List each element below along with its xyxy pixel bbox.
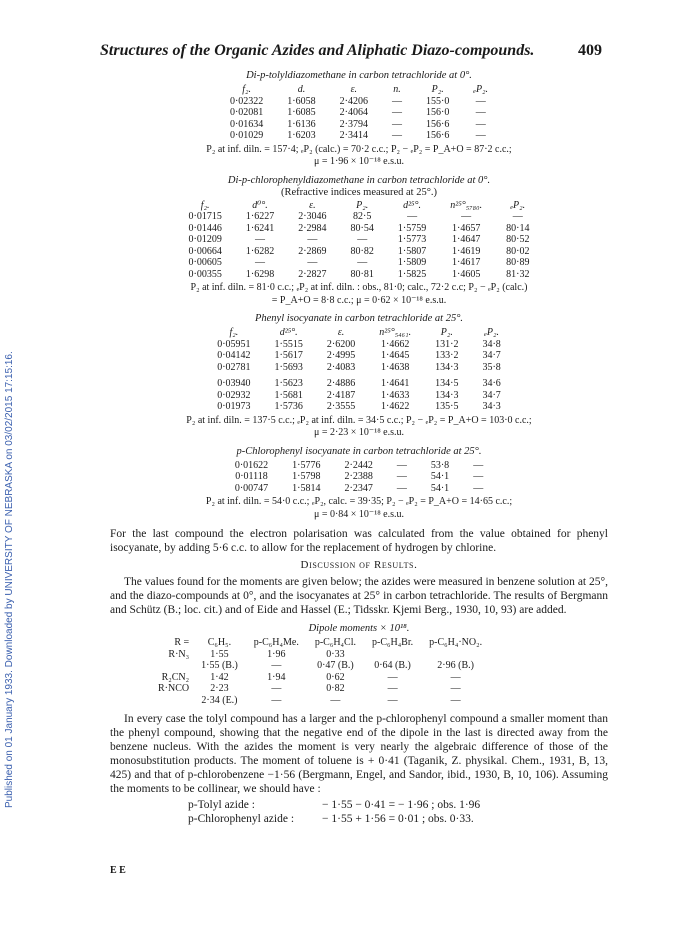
table-cell: 0·47 (B.) xyxy=(317,660,354,671)
table-cell: — xyxy=(357,234,368,245)
table-row xyxy=(150,660,490,672)
table1-header: P₂. xyxy=(431,84,444,95)
calculation-label: p-Chlorophenyl azide : xyxy=(188,813,295,825)
table4-result-line1: P₂ at inf. diln. = 54·0 c.c.; ₑP₂, calc. = 39·35; P₂ − ₑP₂ = P_A+O = 14·65 c.c.; xyxy=(205,496,513,507)
table-cell: R₂CN₂ xyxy=(161,671,190,683)
dipole-header: p-C₆H₄Me. xyxy=(253,637,299,648)
running-title: Structures of the Organic Azides and Aliphatic Diazo-compounds. xyxy=(100,42,535,59)
table-cell: 1·4622 xyxy=(380,401,410,412)
running-header xyxy=(100,42,602,60)
table-cell: 1·6136 xyxy=(287,118,316,130)
table2-result-line2: = P_A+O = 8·8 c.c.; μ = 0·62 × 10⁻¹⁸ e.s.u. xyxy=(271,294,447,306)
table-row xyxy=(205,350,513,362)
table-cell xyxy=(364,649,421,661)
table4-result xyxy=(110,496,608,521)
table-cell: 82·5 xyxy=(353,211,372,222)
table-cell: — xyxy=(391,130,402,141)
table-cell: 1·4662 xyxy=(380,338,410,350)
page-body xyxy=(110,68,608,826)
table-cell: — xyxy=(396,482,407,494)
table-cell: 1·5776 xyxy=(292,459,321,471)
table-cell: — xyxy=(387,694,398,706)
table-cell: — xyxy=(475,95,486,107)
table-cell: 0·01634 xyxy=(229,118,264,130)
table-cell: 0·62 xyxy=(326,671,345,683)
table-cell: 134·3 xyxy=(435,389,459,401)
table-cell: 0·00355 xyxy=(188,268,222,280)
table-cell: 1·6282 xyxy=(245,245,275,257)
table-row xyxy=(205,373,513,390)
table2-header: f₂. xyxy=(200,199,210,211)
table4 xyxy=(223,460,495,495)
table-cell: 1·5693 xyxy=(274,361,303,373)
table-cell: — xyxy=(387,683,398,694)
table-row xyxy=(223,471,495,483)
table-cell: 2·2827 xyxy=(298,268,327,280)
table-row xyxy=(177,269,542,281)
table-cell: 0·01446 xyxy=(188,222,222,234)
table-cell: 2·2869 xyxy=(298,245,327,257)
table-cell: — xyxy=(387,671,398,683)
table-cell: — xyxy=(271,683,282,694)
table-cell: 2·96 (B.) xyxy=(437,660,474,671)
paragraph-values: The values found for the moments are given below; the azides were measured in benzene solution at 25°, and the diazo-compounds at 0°, and the isocyanates at 25° in carbon tetrachloride. The results of Bergmann and Schütz (B.; loc. cit.) and of Eide and Hassel (E.; Tidsskr. Kjemi Berg., 1930, 10, 93) are added. xyxy=(110,576,608,616)
dipole-header: p-C₆H₄·NO₂. xyxy=(429,637,483,648)
table-cell: 80·81 xyxy=(350,268,374,280)
table-cell: 1·5681 xyxy=(274,389,303,401)
table-cell: — xyxy=(475,107,486,118)
table-cell: 1·4657 xyxy=(452,222,481,234)
table-cell xyxy=(150,695,193,707)
table-row xyxy=(218,107,500,119)
table3 xyxy=(205,327,513,413)
table-cell: 0·01622 xyxy=(234,459,269,471)
table-cell: 1·94 xyxy=(267,671,286,683)
table-cell: 1·42 xyxy=(210,671,229,683)
table-cell: — xyxy=(512,211,523,222)
table-cell: — xyxy=(450,683,461,694)
table-cell: — xyxy=(330,694,341,706)
table1-caption: Di-p-tolyldiazomethane in carbon tetrachloride at 0°. xyxy=(246,70,472,81)
table-cell: 0·02322 xyxy=(229,95,264,107)
table-cell: 1·6203 xyxy=(287,130,316,141)
table2-subcaption: (Refractive indices measured at 25°.) xyxy=(280,186,438,198)
table-cell: 1·5759 xyxy=(397,222,427,234)
table2-header: ₑP₂. xyxy=(510,199,526,211)
table-row xyxy=(205,401,513,413)
table-cell: 80·52 xyxy=(506,234,530,245)
table-cell: 1·55 (B.) xyxy=(201,660,238,671)
table-cell xyxy=(150,660,193,672)
table-cell: 2·34 (E.) xyxy=(201,694,238,706)
table-cell: — xyxy=(450,694,461,706)
table-cell: — xyxy=(473,471,484,482)
table-cell: 1·4619 xyxy=(452,245,481,257)
table-cell: 2·2984 xyxy=(298,222,327,234)
table-cell: — xyxy=(271,694,282,706)
table-cell: 131·2 xyxy=(435,338,459,350)
table-cell: 2·4187 xyxy=(326,389,356,401)
table-cell: R·NCO xyxy=(158,683,190,694)
table-cell: 0·04142 xyxy=(217,350,251,361)
table-cell: 0·00747 xyxy=(234,482,269,494)
table-cell: 1·6241 xyxy=(245,222,275,234)
table-cell: 1·5515 xyxy=(274,338,303,350)
table-cell: 135·5 xyxy=(435,401,459,412)
table-cell: 1·5825 xyxy=(397,268,427,280)
table-cell: 34·6 xyxy=(482,378,501,389)
table-cell: 2·4083 xyxy=(326,361,356,373)
table-cell: 1·4605 xyxy=(452,268,481,280)
table2-header: P₂. xyxy=(356,199,369,211)
table-cell: 0·03940 xyxy=(217,378,251,389)
table-row xyxy=(177,211,542,223)
dipole-caption: Dipole moments × 10¹⁸. xyxy=(308,623,410,634)
table-cell: — xyxy=(473,459,484,471)
dipole-header: p-C₆H₄Cl. xyxy=(314,637,356,648)
table-cell: 0·01209 xyxy=(188,234,222,245)
table-cell: 1·5773 xyxy=(397,234,427,245)
table-cell: — xyxy=(475,118,486,130)
table3-result-line2: μ = 2·23 × 10⁻¹⁸ e.s.u. xyxy=(313,427,405,438)
table1-header: ε. xyxy=(350,84,358,95)
table-cell: 1·4641 xyxy=(380,378,410,389)
table1 xyxy=(218,84,500,142)
table-cell: 1·6058 xyxy=(287,95,316,107)
table1-result-line1: P₂ at inf. diln. = 157·4; ₑP₂ (calc.) = 70·2 c.c.; P₂ − ₑP₂ = P_A+O = 87·2 c.c.; xyxy=(206,143,512,155)
table-cell: 0·00605 xyxy=(188,257,222,268)
table3-caption: Phenyl isocyanate in carbon tetrachloride at 25°. xyxy=(254,313,464,324)
dipole-header: p-C₆H₄Br. xyxy=(371,637,414,648)
table-cell: 1·6227 xyxy=(245,211,275,222)
table-cell: 0·00664 xyxy=(188,245,222,257)
table-cell: 1·6085 xyxy=(287,107,316,118)
table-cell: — xyxy=(396,459,407,471)
table2 xyxy=(177,200,542,281)
table-cell: 2·3794 xyxy=(339,118,368,130)
table-cell: 2·4995 xyxy=(326,350,356,361)
table-cell: 156·6 xyxy=(425,118,450,130)
table-cell: 1·4645 xyxy=(380,350,410,361)
table1-result xyxy=(110,144,608,169)
table-cell: 155·0 xyxy=(425,95,450,107)
table-cell: 1·4633 xyxy=(380,389,410,401)
table-cell: 1·5814 xyxy=(292,482,321,494)
table-cell: 1·6298 xyxy=(245,268,275,280)
download-watermark-text: Published on 01 January 1933. Downloaded by UNIVERSITY OF NEBRASKA on 03/02/2015 17:15:16. xyxy=(4,351,15,808)
table2-header: ε. xyxy=(309,199,316,211)
table-cell: — xyxy=(396,471,407,482)
dipole-header: R = xyxy=(174,637,190,648)
table-cell: 80·14 xyxy=(506,222,530,234)
table3-header: d²⁵°. xyxy=(279,327,298,338)
table-cell: 134·3 xyxy=(435,361,459,373)
table-cell: 54·1 xyxy=(430,471,450,482)
calculation-label: p-Tolyl azide : xyxy=(188,799,255,811)
dipole-table xyxy=(150,637,490,706)
calculation-value: − 1·55 − 0·41 = − 1·96 ; obs. 1·96 xyxy=(322,799,481,811)
table-cell: — xyxy=(307,257,318,268)
table3-header: f₂. xyxy=(229,327,239,338)
table-cell: 34·7 xyxy=(482,389,501,401)
table-cell: 0·02932 xyxy=(217,389,251,401)
table-cell: 0·33 xyxy=(326,648,345,660)
table-cell: 0·82 xyxy=(326,683,345,694)
table-cell: 2·4886 xyxy=(326,378,356,389)
table-cell: 2·3046 xyxy=(298,211,327,222)
calculation-block xyxy=(188,798,608,826)
table-cell: 1·55 xyxy=(210,648,229,660)
table-cell: — xyxy=(391,95,402,107)
table-row xyxy=(177,257,542,269)
calculation-line xyxy=(188,812,608,826)
table-cell: — xyxy=(307,234,318,245)
signature-mark: E E xyxy=(110,865,126,876)
table-cell: — xyxy=(391,107,402,118)
table-row xyxy=(205,339,513,351)
section-heading: Discussion of Results. xyxy=(300,559,418,571)
paragraph-electron-polarisation: For the last compound the electron polarisation was calculated from the value obtained for phenyl isocyanate, by adding 5·6 c.c. to allow for the replacement of hydrogen by chlorine. xyxy=(110,528,608,554)
table-cell: 2·2442 xyxy=(344,459,373,471)
table-cell: — xyxy=(255,234,266,245)
table-row xyxy=(150,649,490,661)
table-cell: — xyxy=(391,118,402,130)
table2-header: d²⁵°. xyxy=(403,199,422,211)
table-cell: 0·05951 xyxy=(217,338,251,350)
table1-header: d. xyxy=(297,84,306,95)
table-cell: 1·5736 xyxy=(274,401,303,412)
table3-header: ₑP₂. xyxy=(484,327,499,338)
table-cell: 0·02781 xyxy=(217,361,251,373)
table-cell: 156·6 xyxy=(425,130,450,141)
table1-header: ₑP₂. xyxy=(473,84,489,95)
table-row xyxy=(150,672,490,684)
table2-header: n²⁵°₅₇₈₀. xyxy=(450,199,483,211)
table-cell: 1·5798 xyxy=(292,471,321,482)
table-row xyxy=(177,223,542,235)
table-row xyxy=(218,130,500,142)
table-cell: — xyxy=(461,211,472,222)
table-cell: 0·01973 xyxy=(217,401,251,412)
table-cell: 0·01029 xyxy=(229,130,264,141)
table-cell: 2·3414 xyxy=(339,130,368,141)
table1-result-line2: μ = 1·96 × 10⁻¹⁸ e.s.u. xyxy=(313,156,405,167)
table-cell: 1·5807 xyxy=(397,245,427,257)
paragraph-discussion: In every case the tolyl compound has a larger and the p-chlorophenyl compound a smaller moment than the phenyl compound, showing that the negative end of the dipole in the last is directed away from the benzene nucleus. With the azides the moment is very nearly the algebraic difference of those of the monosubstitution products. The moment of toluene is + 0·41 (Taganik, Z. physikal. Chem., 1931, B, 13, 425) and that of p-chlorobenzene −1·56 (Bergmann, Engel, and Sandor, ibid., 1930, B, 10, 106). Assuming the moments to be collinear, we should have : xyxy=(110,713,608,795)
table2-caption: Di-p-chlorophenyldiazomethane in carbon tetrachloride at 0°. xyxy=(227,174,491,186)
table-cell: 2·4206 xyxy=(339,95,368,107)
table3-result xyxy=(110,415,608,440)
table-cell xyxy=(421,649,490,661)
table-cell: 2·6200 xyxy=(326,338,356,350)
table-row xyxy=(205,390,513,402)
table-cell: 35·8 xyxy=(482,361,501,373)
table-cell: 1·5623 xyxy=(274,378,303,389)
calculation-line xyxy=(188,798,608,812)
table3-header: ε. xyxy=(337,327,345,338)
table-cell: — xyxy=(475,130,486,141)
table-cell: 1·96 xyxy=(267,648,286,660)
table-cell: 156·0 xyxy=(425,107,450,118)
table-cell: 0·64 (B.) xyxy=(374,660,411,671)
table-row xyxy=(177,246,542,258)
table-cell: 0·01118 xyxy=(235,471,268,482)
table2-result-line1: P₂ at inf. diln. = 81·0 c.c.; ₑP₂ at inf. diln. : obs., 81·0; calc., 72·2 c.c; P₂ − ₑP₂ (calc.) xyxy=(190,282,528,293)
table-cell: R·N₃ xyxy=(168,648,190,660)
table-cell: 54·1 xyxy=(430,482,450,494)
table-cell: — xyxy=(473,482,484,494)
table2-header: d⁰°. xyxy=(252,199,268,211)
table-cell: 80·89 xyxy=(506,257,530,268)
table3-result-line1: P₂ at inf. diln. = 137·5 c.c.; ₑP₂ at inf. diln. = 34·5 c.c.; P₂ − ₑP₂ = P_A+O = 103·0 c.c.; xyxy=(186,414,532,426)
table-cell: 81·32 xyxy=(506,268,530,280)
table4-caption: p-Chlorophenyl isocyanate in carbon tetrachloride at 25°. xyxy=(236,445,482,457)
table-cell: 2·2388 xyxy=(344,471,373,482)
table-cell: 2·23 xyxy=(210,683,229,694)
table-cell: 0·02081 xyxy=(229,107,264,118)
table-cell: 1·4638 xyxy=(380,361,410,373)
table-row xyxy=(223,483,495,495)
table-cell: — xyxy=(271,660,282,671)
table-row xyxy=(177,234,542,246)
calculation-value: − 1·55 + 1·56 = 0·01 ; obs. 0·33. xyxy=(322,813,474,825)
table-cell: 2·4064 xyxy=(339,107,368,118)
table1-header: f₂. xyxy=(242,84,251,95)
dipole-header: C₆H₅. xyxy=(207,637,232,648)
table-cell: 1·4647 xyxy=(452,234,481,245)
table-cell: — xyxy=(407,211,418,222)
table-cell: 0·01715 xyxy=(188,211,222,222)
table-cell: — xyxy=(255,257,266,268)
table-row xyxy=(150,683,490,695)
table-cell: 1·5809 xyxy=(397,257,427,268)
table-row xyxy=(150,695,490,707)
table-row xyxy=(223,460,495,472)
table-cell: 34·3 xyxy=(482,401,501,412)
page-number: 409 xyxy=(578,42,602,59)
table-row xyxy=(218,96,500,108)
table-cell: — xyxy=(357,257,368,268)
table-cell: 133·2 xyxy=(435,350,459,361)
table-cell: 2·3555 xyxy=(326,401,356,412)
table1-header: n. xyxy=(393,84,401,95)
table3-header: P₂. xyxy=(440,327,453,338)
table-row xyxy=(205,362,513,374)
table-cell: 53·8 xyxy=(430,459,450,471)
table-cell: 1·4617 xyxy=(452,257,481,268)
table2-result xyxy=(110,282,608,307)
table-cell: 134·5 xyxy=(435,378,459,389)
table4-result-line2: μ = 0·84 × 10⁻¹⁸ e.s.u. xyxy=(313,508,405,520)
table-cell: 1·5617 xyxy=(274,350,303,361)
table-cell: 34·8 xyxy=(482,338,501,350)
table-cell: 80·82 xyxy=(350,245,374,257)
table-cell: 2·2347 xyxy=(344,482,373,494)
table3-header: n²⁵°₅₄₆₁. xyxy=(379,327,412,338)
table-cell: 34·7 xyxy=(482,350,501,361)
download-watermark xyxy=(4,0,18,936)
table-cell: 80·54 xyxy=(350,222,374,234)
table-cell: — xyxy=(450,671,461,683)
table-row xyxy=(218,119,500,131)
table-cell: 80·02 xyxy=(506,245,530,257)
